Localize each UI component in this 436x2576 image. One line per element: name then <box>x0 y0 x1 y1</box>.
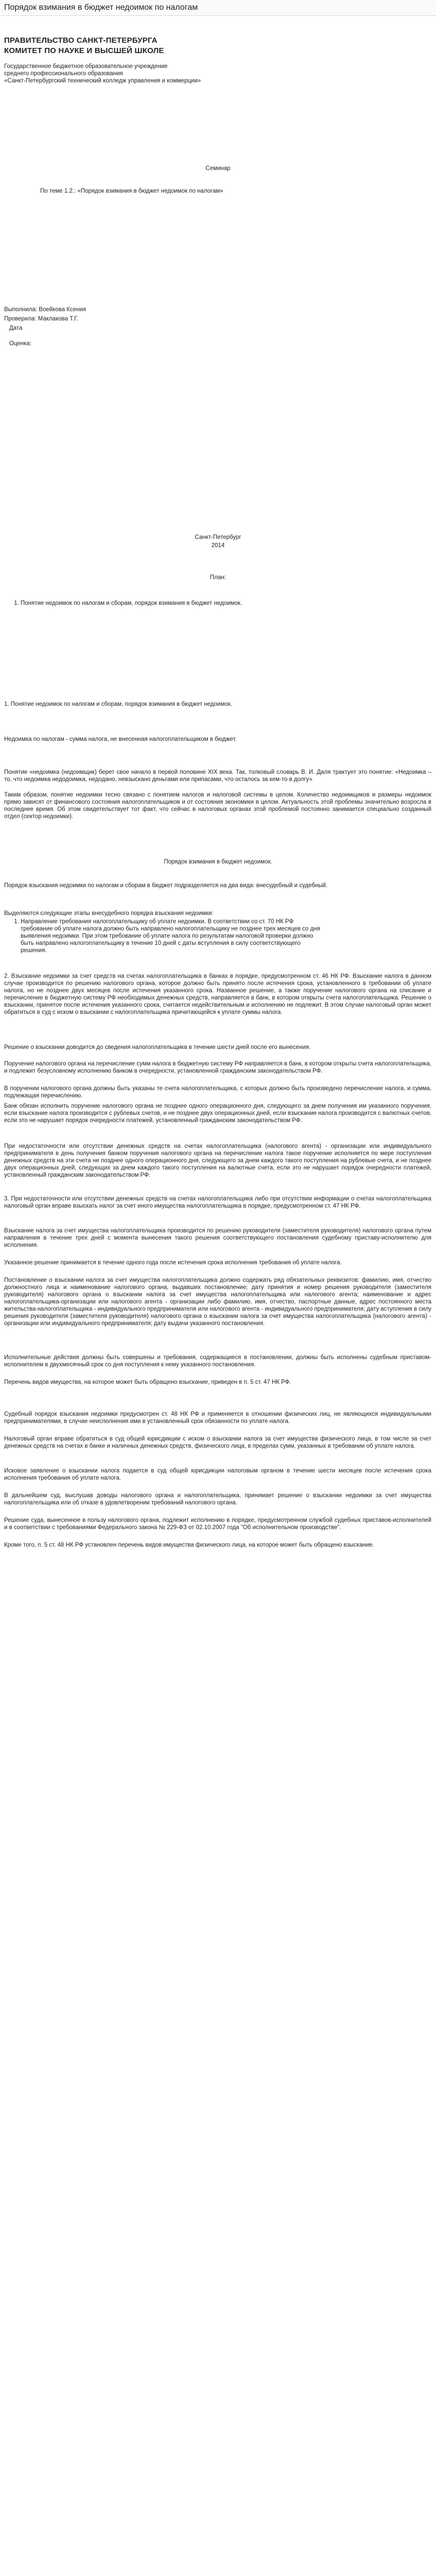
year-label: 2014 <box>211 543 225 549</box>
section-2-paragraph-14: Перечень видов имущества, на которое может быть обращено взыскание, приведен в п. 5 ст. 47 НК РФ. <box>4 1379 291 1385</box>
list-item: 1. Направление требования налогоплательщику об уплате недоимки. В соответствии со ст. 70 НК РФ требование об уплате налога должно быть направлено налогоплательщику не позднее трех месяцев со дня выявления недоимки. При этом требование об уплате налога по результатам налоговой проверки должно быть направлено налогоплательщику в течение 10 дней с даты вступления в силу соответствующего решения. <box>21 918 323 954</box>
plan-item: 1. Понятие недоимок по налогам и сборам, порядок взимания в бюджет недоимок. <box>21 600 292 607</box>
section-2-list <box>4 918 323 954</box>
section-3-paragraph-1: Судебный порядок взыскания недоимки предусмотрен ст. 48 НК РФ и применяется в отношении физических лиц, не являющихся индивидуальными предпринимателями, в случае неисполнения ими в установленный срок обязанности по уплате налога. <box>4 1411 431 1425</box>
section-2-paragraph-5: Поручение налогового органа на перечисление сумм налога в бюджетную систему РФ направляется в банк, в котором открыты счета налогоплательщика, и подлежит безусловному исполнению банком в очередности, установленной гражданским законодательством РФ. <box>4 1061 431 1074</box>
gov-heading: ПРАВИТЕЛЬСТВО САНКТ-ПЕТЕРБУРГА <box>4 36 158 45</box>
section-2-paragraph-2: Выделяются следующие этапы внесудебного порядка взыскания недоимки: <box>4 910 214 917</box>
section-2-title: Порядок взимания в бюджет недоимок. <box>164 859 272 865</box>
section-2-paragraph-11: Указанное решение принимается в течение одного года после истечения срока исполнения требования об уплате налога. <box>4 1260 342 1266</box>
date-line: Дата <box>9 325 23 331</box>
section-1-definition: Недоимка по налогам - сумма налога, не внесенная налогоплательщиком в бюджет. <box>4 736 237 742</box>
plan-list <box>4 600 292 607</box>
section-2-paragraph-1: Порядок взыскания недоимки по налогам и сборам в бюджет подразделяется на два вида: внесудебный и судебный. <box>4 883 328 889</box>
grade-line: Оценка: <box>9 341 32 347</box>
seminar-label: Семинар <box>205 165 231 172</box>
page-title: Порядок взимания в бюджет недоимок по налогам <box>4 3 198 12</box>
section-3-paragraph-5: Решение суда, вынесенное в пользу налогового органа, подлежит исполнению в порядке, предусмотренном службой судебных приставов-исполнителей и в соответствии с требованиями Федерального закона № 229-ФЗ от 02.10.2007 года "Об исполнительном производстве". <box>4 1517 431 1531</box>
section-2-paragraph-7: Банк обязан исполнить поручение налогового органа не позднее одного операционного дня, следующего за днем получения им указанного поручения, если взыскание налога производится с рублевых счетов, и не позднее двух операционных дней, если взыскание налога производится с валютных счетов, если это не нарушает порядок очередности платежей, установленный гражданским законодательством РФ. <box>4 1103 431 1124</box>
section-1-paragraph-1: Понятие «недоимка (недоимщик) берет свое начало в первой половине XIX века. Так, толковый словарь В. И. Даля трактует это понятие: «Недоимка – то, что недоимка недодоимка, недодано, невзыскано деньгами или припасами, что осталось за кем-то в долгу» <box>4 769 431 783</box>
section-3-paragraph-3: Исковое заявление о взыскании налога подается в суд общей юрисдикции налоговым органом в течение шести месяцев после истечения срока исполнения требования об уплате налога. <box>4 1468 431 1481</box>
plan-title: План: <box>210 574 226 581</box>
section-3-paragraph-2: Налоговый орган вправе обратиться в суд общей юрисдикции с иском о взыскании налога за счет имущества физического лица, в том числе за счет денежных средств на счетах в банке и наличных денежных средств, физического лица, в пределах сумм, указанных в требовании об уплате налога. <box>4 1436 431 1449</box>
section-3-paragraph-4: В дальнейшем суд, выслушав доводы налогового органа и налогоплательщика, принимает решение о взыскании недоимки за счет имущества налогоплательщика или об отказе в удовлетворении требований налогового органа. <box>4 1493 431 1506</box>
section-3-paragraph-6: Кроме того, п. 5 ст. 48 НК РФ установлен перечень видов имущества физического лица, на которое может быть обращено взыскание. <box>4 1542 374 1548</box>
city-label: Санкт-Петербург <box>195 534 241 540</box>
section-1-title: 1. Понятие недоимок по налогам и сборам, порядок взимания в бюджет недоимок. <box>4 701 232 707</box>
institution-line-2: среднего профессионального образования <box>4 71 123 77</box>
section-2-paragraph-8: При недостаточности или отсутствии денежных средств на счетах налогоплательщика (налогового агента) - организации или индивидуального предпринимателя в день получения банком поручения налогового органа на перечисление налога такое поручение исполняется по мере поступления денежных средств на эти счета не позднее одного операционного дня, следующего за днем каждого такого поступления на рублевые счета, и не позднее двух операционных дней, следующих за днем каждого такого поступления на валютные счета, если это не нарушает порядок очередности платежей, установленный гражданским законодательством РФ. <box>4 1143 431 1178</box>
topic-line: По теме 1.2.: «Порядок взимания в бюджет недоимок по налогам» <box>40 188 223 194</box>
institution-line-1: Государственное бюджетное образовательное учреждение <box>4 63 168 70</box>
section-1-paragraph-2: Таким образом, понятие недоимки тесно связано с понятием налогов и налоговой системы в целом. Количество недоимщиков и размеры недоимок прямо зависят от финансового состояния налогоплательщиков и от состояния экономики в целом. Актуальность этой проблемы значительно возросла в последнее время. Об этом свидетельствует тот факт, что сейчас в налоговых органах этой проблемой постоянно занимается специально созданный отдел (сектор недоимки). <box>4 792 431 820</box>
section-2-paragraph-6: В поручении налогового органа должны быть указаны те счета налогоплательщика, с которых должно быть произведено перечисление налога, и сумма, подлежащая перечислению. <box>4 1086 431 1099</box>
committee-heading: КОМИТЕТ ПО НАУКЕ И ВЫСШЕЙ ШКОЛЕ <box>4 46 164 55</box>
page-header-bar <box>0 0 436 16</box>
institution-line-3: «Санкт-Петербургский технический колледж управления и коммерции» <box>4 78 201 84</box>
section-2-paragraph-9: 3. При недостаточности или отсутствии денежных средств на счетах налогоплательщика либо при отсутствии информации о счетах налогоплательщика налоговый орган вправе взыскать налог за счет иного имущества налогоплательщика в порядке, предусмотренном ст. 47 НК РФ. <box>4 1196 431 1209</box>
section-2-paragraph-10: Взыскание налога за счет имущества налогоплательщика производится по решению руководителя (заместителя руководителя) налогового органа путем направления в течение трех дней с момента вынесения такого решения соответствующего постановления судебному приставу-исполнителю для исполнения. <box>4 1228 431 1248</box>
section-2-paragraph-3: 2. Взыскание недоимки за счет средств на счетах налогоплательщика в банках в порядке, предусмотренном ст. 46 НК РФ. Взыскание налога в данном случае производится по решению налогового органа, которое должно быть принято после истечения срока, установленного в требовании об уплате налога, но не позднее двух месяцев после истечения указанного срока. Названное решение, а также поручение налогового органа на списание и перечисление в бюджетную систему РФ необходимых денежных средств, направляется в банк, в котором открыты счета налогоплательщика. Решение о взыскании, принятое после истечения указанного срока, считается недействительным и исполнению не подлежит. В этом случае налоговый орган может обратиться в суд с иском о взыскании с налогоплательщика причитающейся к уплате суммы налога. <box>4 973 431 1015</box>
section-2-paragraph-4: Решение о взыскании доводится до сведения налогоплательщика в течение шести дней после его вынесения. <box>4 1044 311 1050</box>
checked-by-line: Проверила: Маклакова Т.Г. <box>4 316 79 322</box>
author-line: Выполнила: Воейкова Ксения <box>4 307 86 313</box>
section-2-paragraph-13: Исполнительные действия должны быть совершены и требования, содержащиеся в постановлении, должны быть исполнены судебным приставом-исполнителем в двухмесячный срок со дня поступления к нему указанного постановления. <box>4 1354 431 1368</box>
section-2-paragraph-12: Постановление о взыскании налога за счет имущества налогоплательщика должно содержать ряд обязательных реквизитов: фамилию, имя, отчество должностного лица и наименование налогового органа, выдавших постановление; дату принятия и номер решения руководителя (заместителя руководителя) налогового органа о взыскании налога за счет имущества налогоплательщика или налогового агента; наименование и адрес налогоплательщика-организации или налогового агента - организации либо фамилию, имя, отчество, паспортные данные, адрес постоянного места жительства налогоплательщика - индивидуального предпринимателя или налогового агента - индивидуального предпринимателя; дату вступления в силу решения руководителя (заместителя руководителя) налогового органа о взыскании налога за счет имущества налогоплательщика (налогового агента) - организации или индивидуального предпринимателя; дату выдачи указанного постановления. <box>4 1277 431 1327</box>
